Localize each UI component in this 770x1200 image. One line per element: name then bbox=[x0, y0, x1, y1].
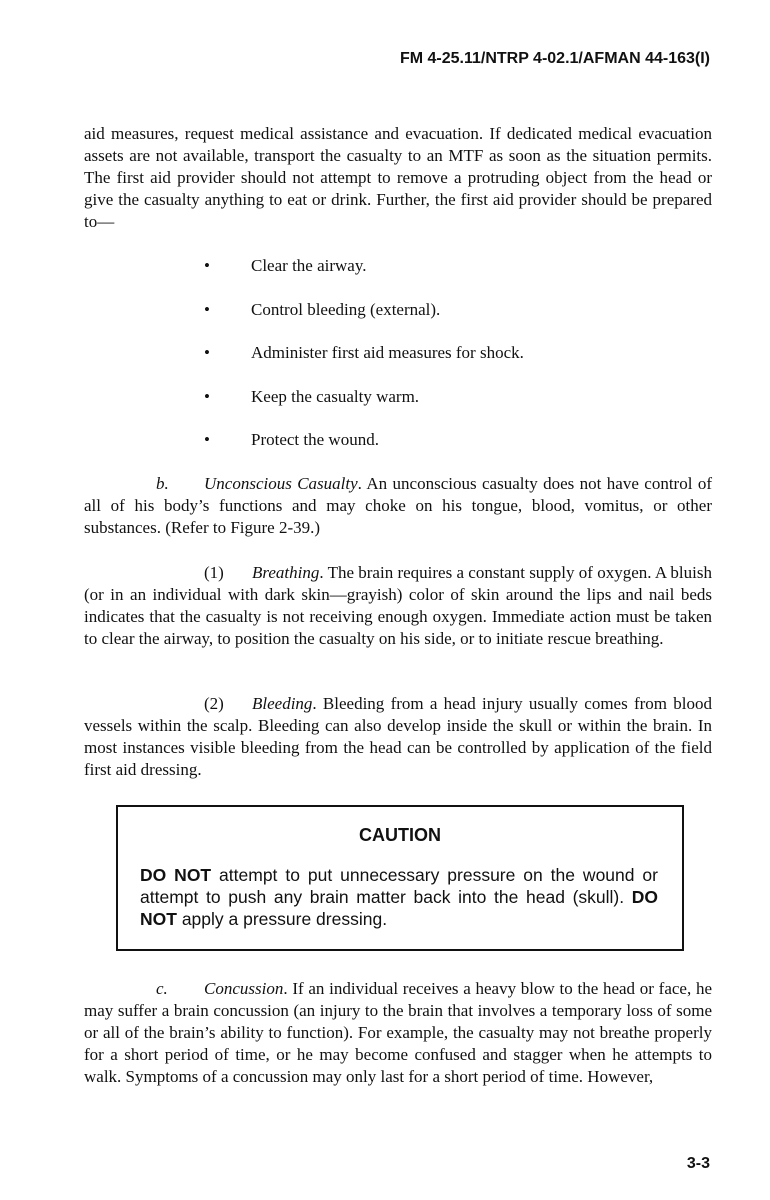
bullet-icon: • bbox=[204, 299, 210, 319]
running-header: FM 4-25.11/NTRP 4-02.1/AFMAN 44-163(I) bbox=[399, 50, 710, 67]
caution-title: CAUTION bbox=[359, 825, 441, 845]
caution-text bbox=[140, 864, 658, 930]
section-c-letter: c. bbox=[156, 979, 168, 998]
page-number: 3-3 bbox=[686, 1155, 710, 1172]
section-b-paragraph bbox=[84, 473, 712, 539]
list-item bbox=[200, 342, 700, 364]
caution-box bbox=[116, 805, 684, 951]
section-c-paragraph bbox=[84, 978, 712, 1088]
bullet-text: Administer first aid measures for shock. bbox=[251, 343, 524, 362]
intro-paragraph: aid measures, request medical assistance and evacuation. If dedicated medical evacuation assets are not available, transport the casualty to an MTF as soon as the situation permits. The first aid provider should not attempt to remove a protruding object from the head or give the casualty anything to eat or drink. Further, the first aid provider should be prepared to— bbox=[84, 124, 712, 231]
section-c-title: Concussion bbox=[204, 979, 284, 998]
bleeding-number: (2) bbox=[204, 694, 224, 713]
section-b-letter: b. bbox=[156, 474, 169, 493]
bullet-icon: • bbox=[204, 430, 210, 449]
section-b-text: . An unconscious casualty does not have control of all of his body’s functions and may choke on his tongue, blood, vomitus, or other substances. (Refer to Figure 2-39.) bbox=[84, 474, 712, 537]
list-item bbox=[200, 255, 700, 277]
caution-emphasis: DO NOT bbox=[140, 887, 658, 929]
caution-emphasis: DO NOT bbox=[140, 865, 212, 885]
list-item bbox=[200, 299, 700, 321]
list-item bbox=[200, 386, 700, 408]
breathing-paragraph bbox=[84, 562, 712, 650]
bleeding-text: . Bleeding from a head injury usually comes from blood vessels within the scalp. Bleeding can also develop inside the skull or within the brain. In most instances visible bleeding from the head can be controlled by application of the field first aid dressing. bbox=[84, 694, 712, 779]
breathing-number: (1) bbox=[204, 563, 224, 582]
caution-text-part: apply a pressure dressing. bbox=[176, 909, 388, 929]
list-item bbox=[200, 429, 700, 451]
bullet-icon: • bbox=[204, 343, 210, 362]
bullet-text: Protect the wound. bbox=[251, 430, 379, 449]
section-b-title: Unconscious Casualty bbox=[204, 474, 358, 493]
bullet-icon: • bbox=[204, 386, 210, 406]
breathing-text: . The brain requires a constant supply of oxygen. A bluish (or in an individual with dark skin—grayish) color of skin around the lips and nail beds indicates that the casualty is not receiving enough oxygen. Immediate action must be taken to clear the airway, to position the casualty on his side, or to initiate rescue breathing. bbox=[84, 563, 712, 648]
bullet-icon: • bbox=[204, 256, 210, 275]
caution-text-part: attempt to put unnecessary pressure on the wound or attempt to push any brain matter back into the head (skull). bbox=[140, 865, 658, 907]
bullet-text: Control bleeding (external). bbox=[251, 299, 441, 319]
bleeding-title: Bleeding bbox=[252, 694, 313, 713]
bullet-text: Clear the airway. bbox=[251, 256, 367, 275]
breathing-title: Breathing bbox=[252, 563, 320, 582]
section-c-text: . If an individual receives a heavy blow to the head or face, he may suffer a brain concussion (an injury to the brain that involves a temporary loss of some or all of the brain’s ability to function). For example, the casualty may not breathe properly for a short period of time, or he may become confused and stagger when he attempts to walk. Symptoms of a concussion may only last for a short period of time. However, bbox=[84, 979, 712, 1086]
bullet-list bbox=[200, 255, 700, 473]
bleeding-paragraph bbox=[84, 693, 712, 781]
bullet-text: Keep the casualty warm. bbox=[251, 386, 420, 406]
